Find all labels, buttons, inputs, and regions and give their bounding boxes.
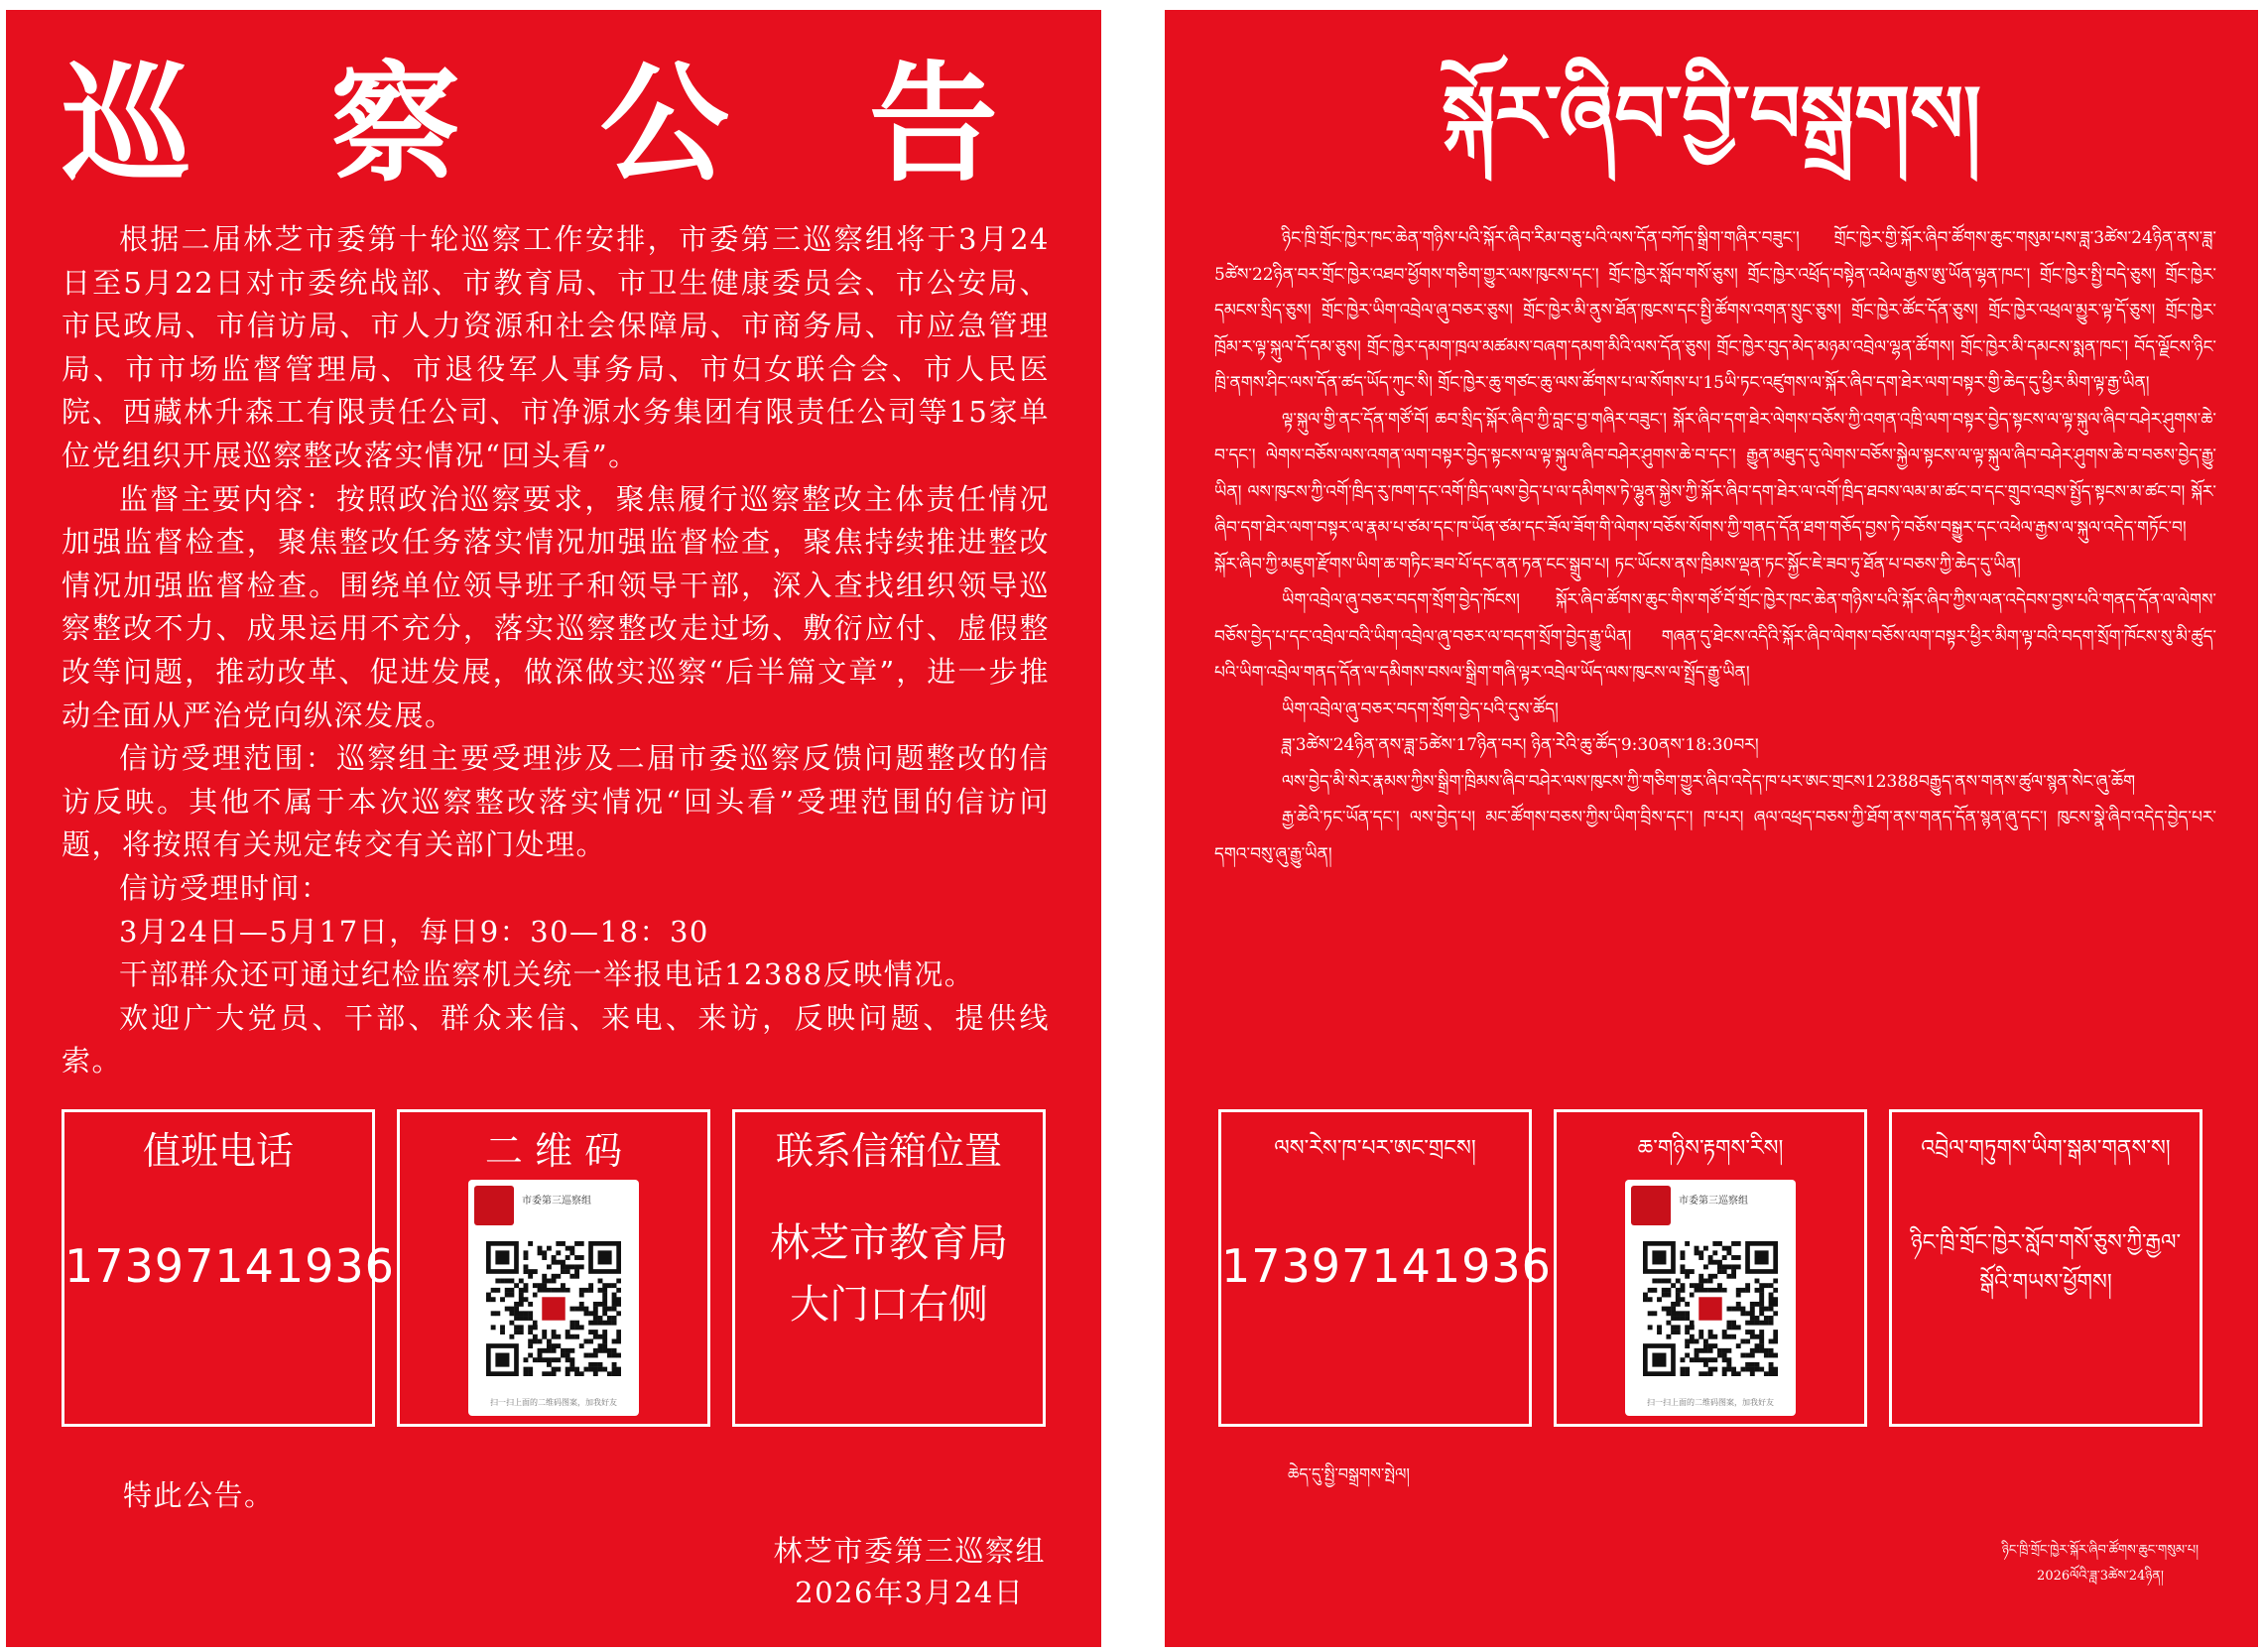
notice-body bbox=[1214, 220, 2216, 872]
duty-phone-box bbox=[1218, 1109, 1552, 1427]
qr-card-footer: 扫一扫上面的二维码图案，加我好友 bbox=[1647, 1398, 1774, 1407]
notice-paragraph: ཡིག་འབྲེལ་ཞུ་བཅར་བདག་སྲོག་བྱེད་ཁོངས། སྐོར་ཞིབ་ཚོགས་ཆུང་གིས་གཙོ་བོ་གྲོང་ཁྱེར་ཁང་ཆེན་གཉིས་པའི་སྐོར་ཞིབ་ཀྱིས་ལན་འདེབས་བྱས་པའི་གནད་དོན་ལ་ལེགས་བཅོས་བྱེད་པ་དང་འབྲེལ་བའི་ཡིག་འབྲེལ་ཞུ་བཅར་ལ་བདག་སྲོག་བྱེད་རྒྱུ་ཡིན། གཞན་དུ་ཐེངས་འདིའི་སྐོར་ཞིབ་ལེགས་བཅོས་ལག་བསྟར་ཕྱིར་མིག་ལྟ་བའི་བདག་སྲོག་ཁོངས་སུ་མི་ཚུད་པའི་ཡིག་འབྲེལ་གནད་དོན་ལ་དམིགས་བསལ་སྒྲིག་གཞི་ལྟར་འབྲེལ་ཡོད་ལས་ཁུངས་ལ་སྤྲོད་རྒྱུ་ཡིན། bbox=[1214, 590, 2216, 683]
notice-panel-chinese bbox=[6, 10, 1101, 1647]
mailbox-location-line: 大门口右侧 bbox=[790, 1282, 988, 1328]
notice-paragraph: ལྟ་སྐུལ་གྱི་ནང་དོན་གཙོ་བོ། ཆབ་སྲིད་སྐོར་ཞིབ་ཀྱི་བླང་བྱ་གཞིར་བཟུང་། སྐོར་ཞིབ་དག་ཐེར་ལེགས་བཅོས་ཀྱི་འགན་འཁྲི་ལག་བསྟར་བྱེད་སྟངས་ལ་ལྟ་སྐུལ་ཞིབ་བཤེར་ཤུགས་ཆེ་བ་དང་། ལེགས་བཅོས་ལས་འགན་ལག་བསྟར་བྱེད་སྟངས་ལ་ལྟ་སྐུལ་ཞིབ་བཤེར་ཤུགས་ཆེ་བ་དང་། རྒྱུན་མཐུད་དུ་ལེགས་བཅོས་སྐྱེལ་སྟངས་ལ་ལྟ་སྐུལ་ཞིབ་བཤེར་ཤུགས་ཆེ་བ་བཅས་བྱེད་རྒྱུ་ཡིན། ལས་ཁུངས་ཀྱི་འགོ་ཁྲིད་རུ་ཁག་དང་འགོ་ཁྲིད་ལས་བྱེད་པ་ལ་དམིགས་ཏེ་ལྷུན་སྐྱེས་ཀྱི་སྐོར་ཞིབ་དག་ཐེར་ལ་འགོ་ཁྲིད་ཐབས་ལམ་མ་ཚང་བ་དང་གྲུབ་འབྲས་སྤྱོད་སྟངས་མ་ཚང་བ། སྐོར་ཞིབ་དག་ཐེར་ལག་བསྟར་ལ་རྣམ་པ་ཙམ་དང་ཁ་ཡོན་ཙམ་དང་ཟོལ་ཟོག་གི་ལེགས་བཅོས་སོགས་ཀྱི་གནད་དོན་ཐག་གཅོད་བྱས་ཏེ་བཅོས་བསྒྱུར་དང་འཕེལ་རྒྱས་ལ་སྐུལ་འདེད་གཏོང་བ། སྐོར་ཞིབ་ཀྱི་མཇུག་རྫོགས་ཡིག་ཆ་གཏིང་ཟབ་པོ་དང་ནན་ཏན་ངང་སྒྲུབ་པ། ཏང་ཡོངས་ནས་ཁྲིམས་ལྡན་ཏང་སྐྱོང་ཇེ་ཟབ་ཏུ་ཐོན་པ་བཅས་ཀྱི་ཆེད་དུ་ཡིན། bbox=[1214, 409, 2216, 574]
qr-card bbox=[1625, 1180, 1796, 1416]
notice-paragraph: ཉིང་ཁྲི་གྲོང་ཁྱེར་ཁང་ཆེན་གཉིས་པའི་སྐོར་ཞིབ་རིམ་བཅུ་པའི་ལས་དོན་བཀོད་སྒྲིག་གཞིར་བཟུང་། གྲོང་ཁྱེར་གྱི་སྐོར་ཞིབ་ཚོགས་ཆུང་གསུམ་པས་ཟླ་3ཚེས་24ཉིན་ནས་ཟླ་5ཚེས་22ཉིན་བར་གྲོང་ཁྱེར་འཐབ་ཕྱོགས་གཅིག་གྱུར་ལས་ཁུངས་དང་། གྲོང་ཁྱེར་སློབ་གསོ་ཅུས། གྲོང་ཁྱེར་འཕྲོད་བསྟེན་འཕེལ་རྒྱས་ཨུ་ཡོན་ལྷན་ཁང་། གྲོང་ཁྱེར་སྤྱི་བདེ་ཅུས། གྲོང་ཁྱེར་དམངས་སྲིད་ཅུས། གྲོང་ཁྱེར་ཡིག་འབྲེལ་ཞུ་བཅར་ཅུས། གྲོང་ཁྱེར་མི་ནུས་ཐོན་ཁུངས་དང་སྤྱི་ཚོགས་འགན་སྲུང་ཅུས། གྲོང་ཁྱེར་ཚོང་དོན་ཅུས། གྲོང་ཁྱེར་འཕྲལ་མྱུར་ལྟ་དོ་ཅུས། གྲོང་ཁྱེར་ཁྲོམ་ར་ལྟ་སྐུལ་དོ་དམ་ཅུས། གྲོང་ཁྱེར་དམག་ཁྲལ་མཚམས་བཞག་དམག་མིའི་ལས་དོན་ཅུས། གྲོང་ཁྱེར་བུད་མེད་མཉམ་འབྲེལ་ལྷན་ཚོགས། གྲོང་ཁྱེར་མི་དམངས་སྨན་ཁང་། བོད་ལྗོངས་ཉིང་ཁྲི་ནགས་ཤིང་ལས་དོན་ཚད་ཡོད་ཀུང་སི། གྲོང་ཁྱེར་ཆུ་གཙང་ཆུ་ལས་ཚོགས་པ་ལ་སོགས་པ་15ཡི་ཏང་འཛུགས་ལ་སྐོར་ཞིབ་དག་ཐེར་ལག་བསྟར་གྱི་ཆེད་དུ་ཕྱིར་མིག་ལྟ་རྒྱ་ཡིན། bbox=[1214, 228, 2216, 393]
mailbox-location-text: ཉིང་ཁྲི་གྲོང་ཁྱེར་སློབ་གསོ་ཅུས་ཀྱི་རྒྱལ་སྒོའི་གཡས་ཕྱོགས། bbox=[1910, 1230, 2182, 1295]
notice-date: 2026年3月24日 bbox=[795, 1576, 1025, 1609]
notice-signature: 林芝市委第三巡察组 bbox=[773, 1534, 1046, 1568]
qr-card-footer: 扫一扫上面的二维码图案，加我好友 bbox=[490, 1398, 617, 1407]
notice-closing: 特此公告。 bbox=[123, 1478, 275, 1512]
duty-phone-number: 17397141936 bbox=[1221, 1239, 1552, 1293]
mailbox-location-title: འབྲེལ་གཏུགས་ཡིག་སྒམ་གནས་ས། bbox=[1921, 1136, 2171, 1161]
qr-code-box bbox=[397, 1109, 710, 1427]
mailbox-location-box bbox=[732, 1109, 1046, 1427]
notice-panel-tibetan bbox=[1165, 10, 2258, 1647]
notice-paragraph: ཡིག་འབྲེལ་ཞུ་བཅར་བདག་སྲོག་བྱེད་པའི་དུས་ཚོད། bbox=[1282, 699, 1559, 719]
notice-paragraph: ལས་བྱེད་མི་སེར་རྣམས་ཀྱིས་སྒྲིག་ཁྲིམས་ཞིབ་བཤེར་ལས་ཁུངས་ཀྱི་གཅིག་གྱུར་ཞིབ་འདེད་ཁ་པར་ཨང་གྲངས12388བརྒྱུད་ནས་གནས་ཚུལ་སྙན་སེང་ཞུ་ཆོག bbox=[1282, 771, 2136, 792]
notice-paragraph: 根据二届林芝市委第十轮巡察工作安排，市委第三巡察组将于3月24日至5月22日对市委统战部、市教育局、市卫生健康委员会、市公安局、市民政局、市信访局、市人力资源和社会保障局、市商务局、市应急管理局、市市场监督管理局、市退役军人事务局、市妇女联合会、市人民医院、西藏林升森工有限责任公司、市净源水务集团有限责任公司等15家单位党组织开展巡察整改落实情况“回头看”。 bbox=[62, 222, 1050, 472]
qr-card bbox=[468, 1180, 639, 1416]
duty-phone-title: ལས་རེས་ཁ་པར་ཨང་གྲངས། bbox=[1274, 1136, 1476, 1161]
notice-paragraph: 信访受理范围：巡察组主要受理涉及二届市委巡察反馈问题整改的信访反映。其他不属于本次巡察整改落实情况“回头看”受理范围的信访问题，将按照有关规定转交有关部门处理。 bbox=[62, 741, 1050, 862]
notice-closing: ཆེད་དུ་སྤྱི་བསྒྲགས་སྤེལ། bbox=[1288, 1464, 1410, 1483]
notice-paragraph: 欢迎广大党员、干部、群众来信、来电、来访，反映问题、提供线索。 bbox=[62, 1000, 1050, 1079]
notice-title: 巡 察 公 告 bbox=[62, 48, 1046, 199]
duty-phone-title: 值班电话 bbox=[142, 1129, 294, 1173]
notice-paragraph: 干部群众还可通过纪检监察机关统一举报电话12388反映情况。 bbox=[119, 957, 975, 992]
notice-paragraph: 3月24日—5月17日，每日9：30—18：30 bbox=[119, 914, 709, 949]
notice-paragraph: རྒྱ་ཆེའི་ཏང་ཡོན་དང་། ལས་བྱེད་པ། མང་ཚོགས་བཅས་ཀྱིས་ཡིག་བྲིས་དང་། ཁ་པར། ཞལ་འཕྲད་བཅས་ཀྱི་ཐོག་ནས་གནད་དོན་སྙན་ཞུ་དང་། ཁུངས་སྣེ་ཞིབ་འདེད་བྱེད་པར་དགའ་བསུ་ཞུ་རྒྱུ་ཡིན། bbox=[1214, 808, 2216, 864]
notice-signature-block bbox=[773, 1530, 1046, 1613]
notice-body bbox=[62, 218, 1050, 1083]
notice-paragraph: ཟླ་3ཚེས་24ཉིན་ནས་ཟླ་5ཚེས་17ཉིན་བར། ཉིན་རེའི་ཆུ་ཚོད་9:30ནས་18:30བར། bbox=[1282, 735, 1759, 755]
qr-code-title: 二 维 码 bbox=[484, 1129, 623, 1173]
mailbox-location-box bbox=[1889, 1109, 2202, 1427]
mailbox-location-title: 联系信箱位置 bbox=[775, 1129, 1002, 1173]
notice-signature: ཉིང་ཁྲི་གྲོང་ཁྱེར་སྐོར་ཞིབ་ཚོགས་ཆུང་གསུམ་པ། bbox=[2001, 1543, 2199, 1558]
qr-code-icon bbox=[1643, 1241, 1778, 1376]
duty-phone-number: 17397141936 bbox=[64, 1239, 395, 1293]
qr-code-title: ཆ་གཉིས་རྟགས་རིས། bbox=[1637, 1136, 1784, 1161]
notice-title: སྐོར་ཞིབ་བྱི་བསྒྲགས། bbox=[1442, 67, 1981, 161]
notice-date: 2026ལོའི་ཟླ་3ཚེས་24ཉིན། bbox=[2037, 1569, 2164, 1584]
wechat-avatar bbox=[474, 1186, 514, 1225]
qr-card-header: 市委第三巡察组 bbox=[522, 1196, 591, 1207]
notice-paragraph: 信访受理时间： bbox=[119, 870, 331, 905]
qr-card-header: 市委第三巡察组 bbox=[1679, 1196, 1748, 1207]
duty-phone-box bbox=[62, 1109, 395, 1427]
qr-code-box bbox=[1554, 1109, 1867, 1427]
notice-signature-block bbox=[2002, 1538, 2199, 1589]
qr-code-icon bbox=[486, 1241, 621, 1376]
wechat-avatar bbox=[1631, 1186, 1671, 1225]
notice-paragraph: 监督主要内容：按照政治巡察要求，聚焦履行巡察整改主体责任情况加强监督检查，聚焦整改任务落实情况加强监督检查，聚焦持续推进整改情况加强监督检查。围绕单位领导班子和领导干部，深入查找组织领导巡察整改不力、成果运用不充分，落实巡察整改走过场、敷衍应付、虚假整改等问题，推动改革、促进发展，做深做实巡察“后半篇文章”，进一步推动全面从严治党向纵深发展。 bbox=[62, 481, 1050, 732]
mailbox-location-line: 林芝市教育局 bbox=[770, 1220, 1008, 1266]
